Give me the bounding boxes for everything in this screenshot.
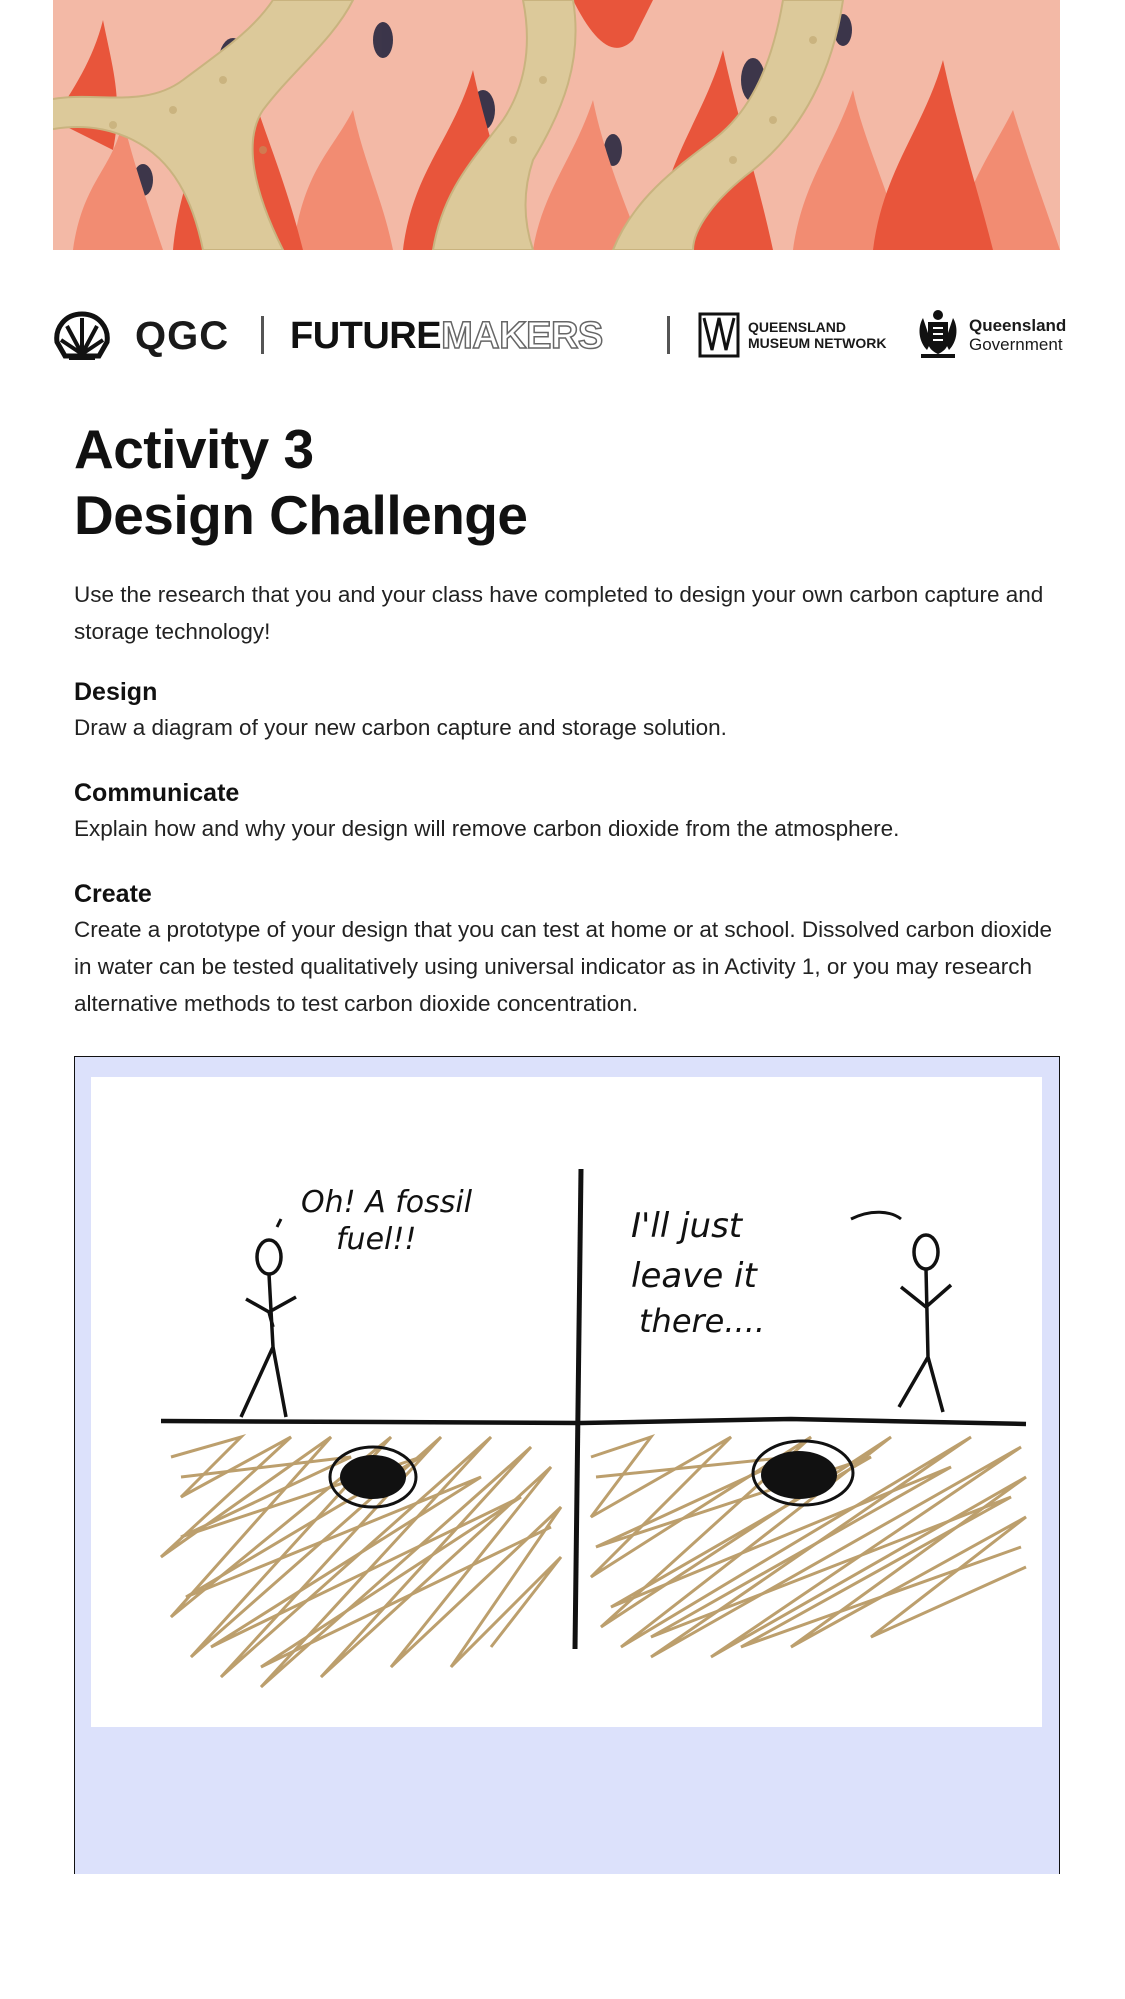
section-design bbox=[74, 675, 1064, 746]
stick-figure-left bbox=[241, 1240, 296, 1417]
shell-icon bbox=[53, 310, 111, 364]
logo-divider bbox=[261, 316, 264, 354]
queensland-government-logo bbox=[913, 308, 1066, 362]
futuremakers-logo-makers: MAKERS bbox=[441, 314, 603, 357]
section-heading: Design bbox=[74, 678, 158, 706]
speech-right-line2: leave it bbox=[631, 1256, 757, 1296]
speech-left-line1: Oh! A fossil bbox=[301, 1185, 473, 1220]
student-drawing bbox=[91, 1077, 1042, 1727]
museum-network-logo bbox=[698, 310, 886, 360]
page-title-line1: Activity 3 bbox=[74, 418, 314, 480]
page-title-line2: Design Challenge bbox=[74, 484, 528, 546]
sponsor-logos bbox=[53, 306, 1067, 368]
futuremakers-logo bbox=[290, 308, 603, 364]
speech-right-line3: there.... bbox=[639, 1302, 766, 1340]
section-text: Create a prototype of your design that you can test at home or at school. Dissolved carbon dioxide in water can be tested qualitatively using universal indicator as in Activity 1, or you may research alternative methods to test carbon dioxide concentration. bbox=[74, 917, 1053, 1016]
section-communicate bbox=[74, 776, 1064, 847]
section-text: Draw a diagram of your new carbon capture and storage solution. bbox=[74, 715, 727, 740]
section-heading: Communicate bbox=[74, 779, 240, 807]
government-name-line1: Queensland bbox=[969, 316, 1067, 335]
government-name-line2: Government bbox=[969, 335, 1063, 354]
museum-name-line1: QUEENSLAND bbox=[748, 319, 847, 335]
stick-figure-right bbox=[899, 1235, 951, 1412]
fossil-fuel-left bbox=[330, 1447, 416, 1507]
speech-tick bbox=[851, 1212, 901, 1219]
coat-of-arms-icon bbox=[913, 308, 963, 362]
qgc-logo: QGC bbox=[135, 313, 230, 358]
drawing-answer-box[interactable] bbox=[74, 1056, 1060, 1874]
shell-logo bbox=[53, 310, 111, 364]
intro-paragraph: Use the research that you and your class have completed to design your own carbon capture and storage technology! bbox=[74, 582, 1044, 644]
logo-divider bbox=[667, 316, 670, 354]
speech-left-line2: fuel!! bbox=[336, 1222, 417, 1257]
section-create bbox=[74, 877, 1064, 1022]
ground-line bbox=[161, 1419, 1026, 1424]
speech-right-line1: I'll just bbox=[631, 1206, 743, 1246]
section-text: Explain how and why your design will remove carbon dioxide from the atmosphere. bbox=[74, 816, 900, 841]
museum-icon bbox=[698, 310, 740, 360]
page-title bbox=[74, 416, 527, 548]
museum-name-line2: MUSEUM NETWORK bbox=[748, 335, 887, 351]
futuremakers-logo-future: FUTURE bbox=[290, 314, 442, 357]
panel-divider bbox=[575, 1169, 581, 1649]
section-heading: Create bbox=[74, 880, 152, 908]
coral-banner-image bbox=[53, 0, 1060, 250]
speech-tick bbox=[277, 1219, 281, 1227]
